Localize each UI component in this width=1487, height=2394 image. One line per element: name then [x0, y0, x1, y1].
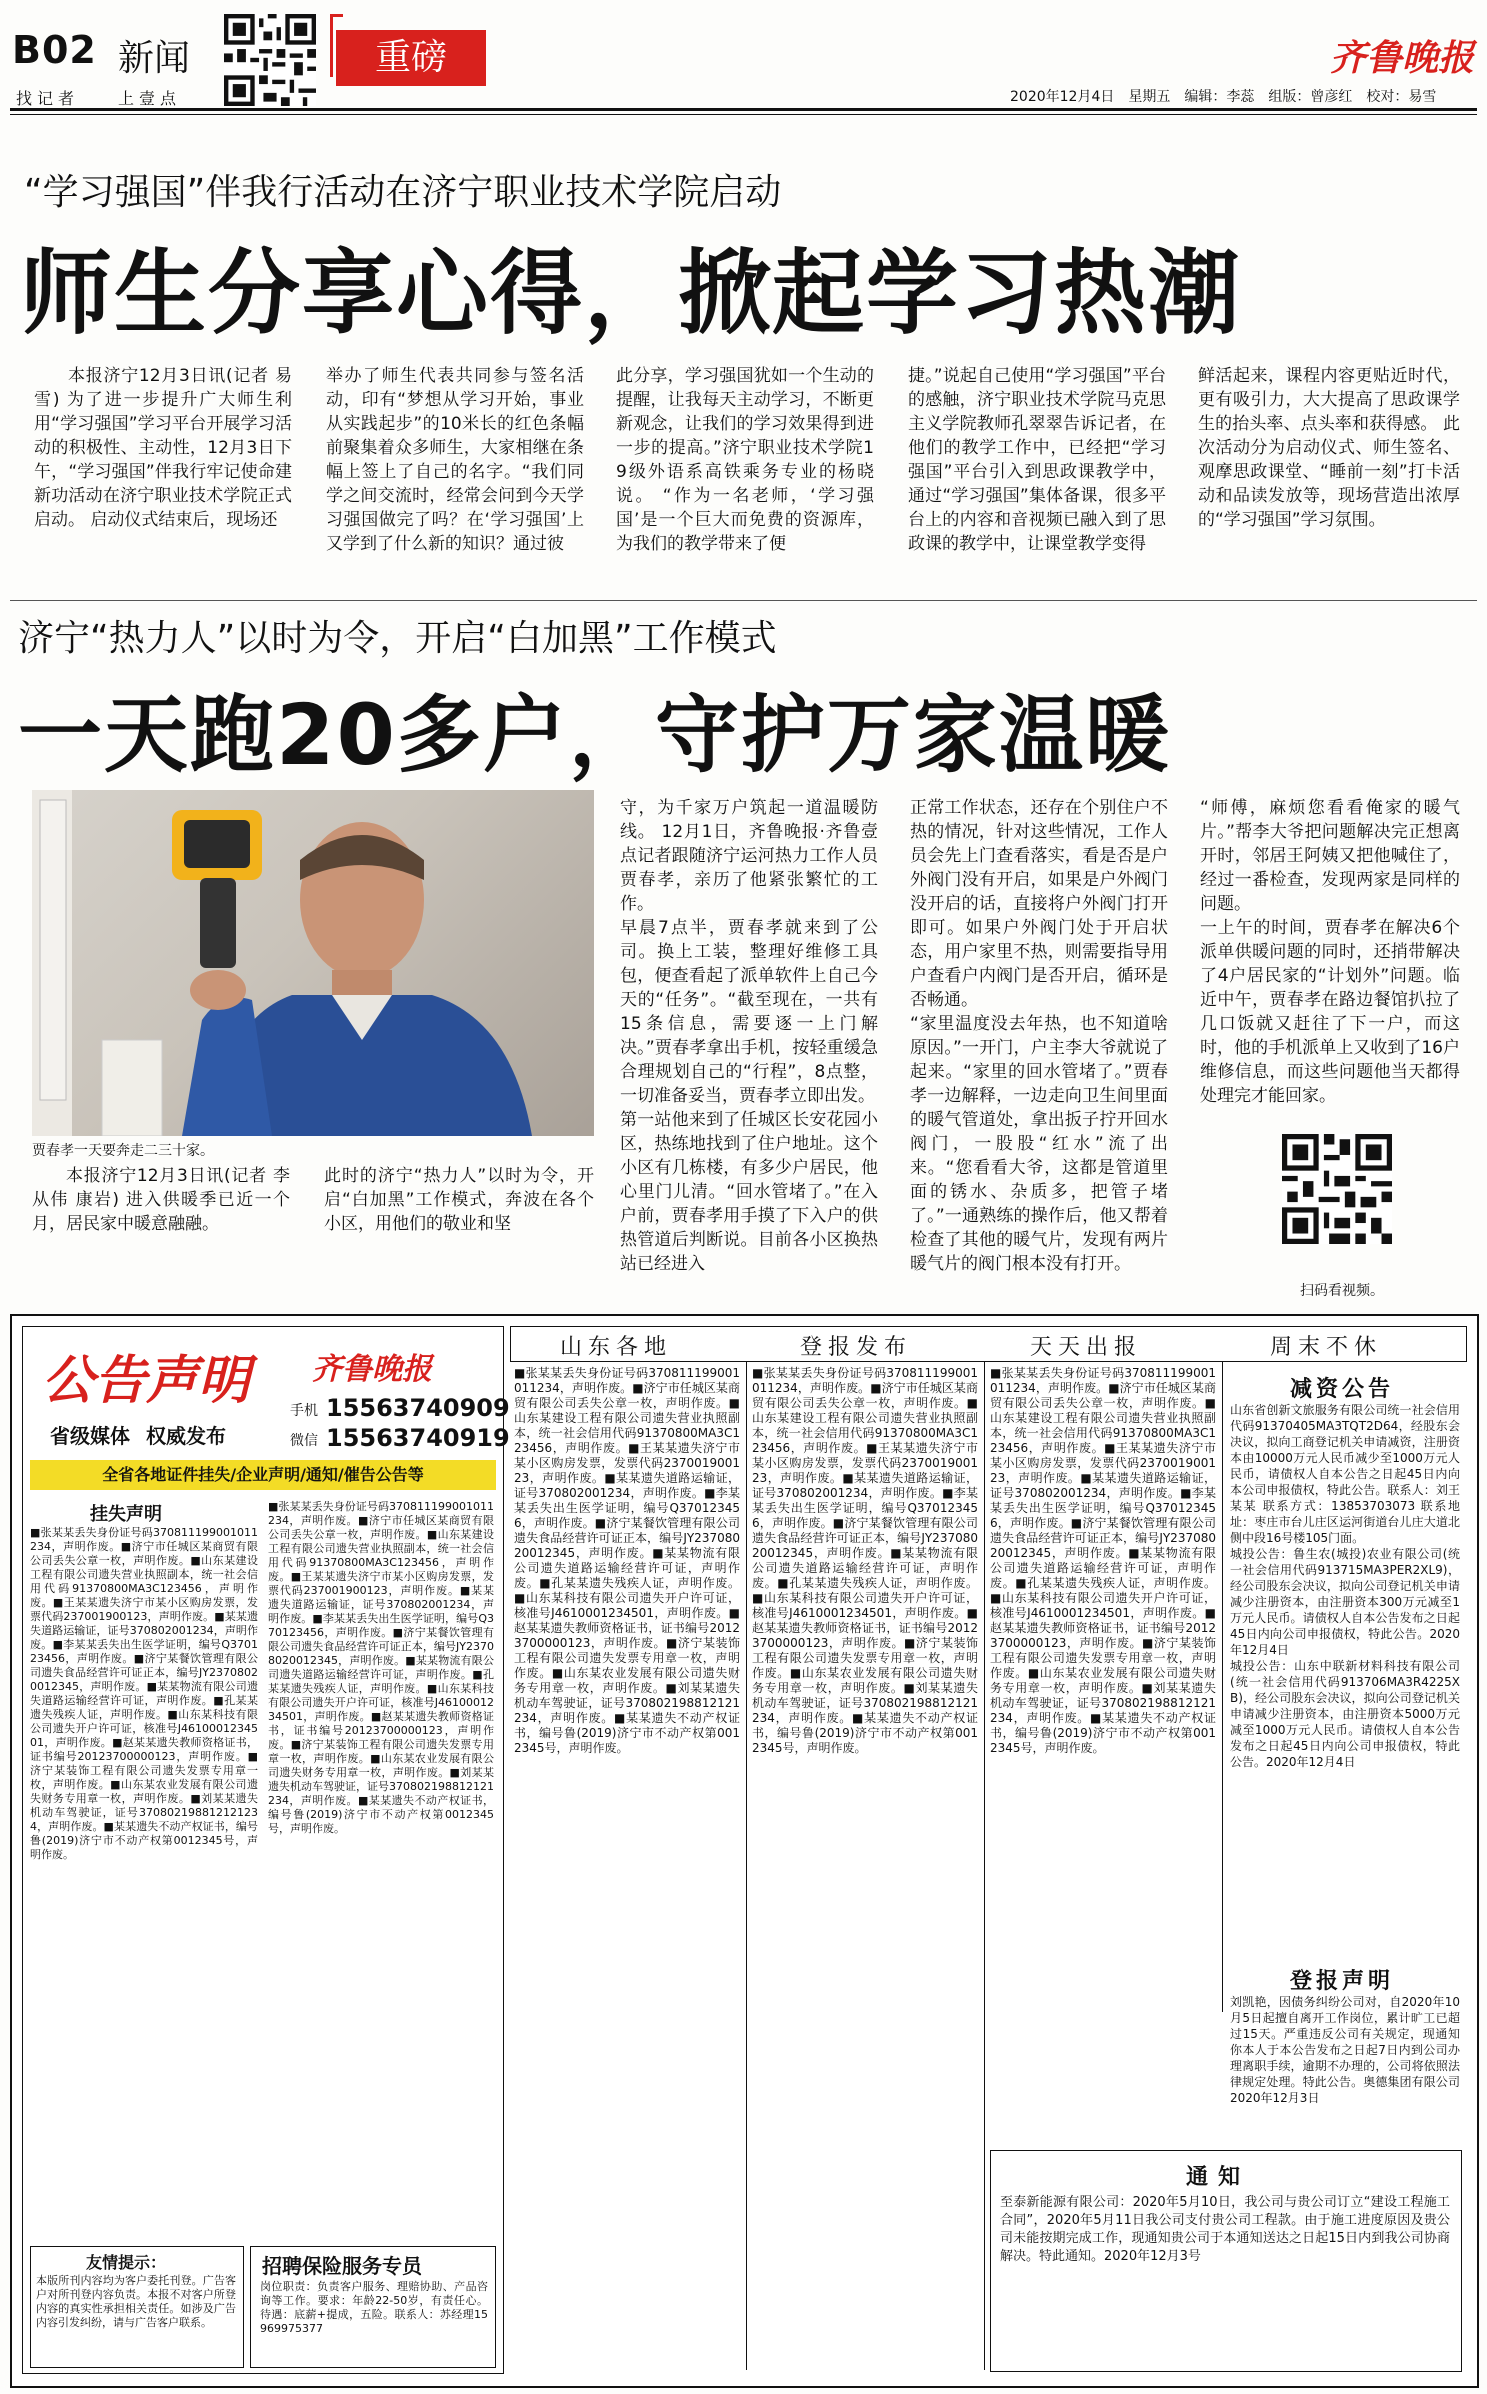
- lost-notice-heading: 挂失声明: [90, 1504, 162, 1525]
- phone-number[interactable]: 15563740909: [326, 1394, 510, 1422]
- ads-band-3: 天天出报: [1030, 1335, 1143, 1360]
- capital-reduction-text: 山东省创新文旅服务有限公司统一社会信用代码91370405MA3TQT2D64，经股东会决议，拟向工商登记机关申请减资，注册资本由10000万元人民币减少至1000万元人民币，请债权人自本公告之日起45日内向本公司申报债权，特此公告。联系人：刘王某某 联系方式：13853703073 联系地址：枣庄市台儿庄区运河街道台儿庄大道北侧中段16号楼105门面。 城投公告：鲁生农(城投)农业有限公司(统一社会信用代码913715MA3PER2XL9)，经公司股东会决议，拟向公司登记机关申请减少注册资本，由注册资本300万元减至1万元人民币。请债权人自本公告发布之日起45日内向公司申报债权，特此公告。2020年12月4日 城投公告：山东中联新材料科技有限公司(统一社会信用代码913706MA3R4225XB)，经公司股东会决议，拟向公司登记机关申请减少注册资本，由注册资本5000万元减至1000万元人民币。请债权人自本公告发布之日起45日内向公司申报债权，特此公告。2020年12月4日: [1230, 1403, 1460, 1769]
- article2-headline: 一天跑20多户，守护万家温暖: [18, 686, 1171, 784]
- video-qr-code-icon[interactable]: [1282, 1134, 1392, 1244]
- article1-headline: 师生分享心得，掀起学习热潮: [20, 240, 1243, 347]
- wechat-label: 微信: [290, 1433, 318, 1449]
- ads-logo: 齐鲁晚报: [312, 1352, 432, 1387]
- ads-band-4: 周末不休: [1270, 1335, 1383, 1360]
- article1-column-5: 鲜活起来，课程内容更贴近时代，更有吸引力，大大提高了思政课学生的抬头率、点头率和获得感。 此次活动分为启动仪式、师生签名、观摩思政课堂、“睡前一刻”打卡活动和品读发放等，现场营造出浓厚的“学习强国”学习氛围。: [1198, 366, 1460, 530]
- recruit-text: 岗位职责：负责客户服务、理赔协助、产品咨询等工作。要求：年龄22-50岁，有责任心。待遇：底薪+提成，五险。联系人：苏经理15969975377: [260, 2280, 488, 2335]
- recruit-title: 招聘保险服务专员: [262, 2254, 422, 2278]
- ads-title: 公告声明: [42, 1350, 251, 1411]
- ads-mid-col-2: ■张某某丢失身份证号码370811199001011234，声明作废。■济宁市任城区某商贸有限公司丢失公章一枚，声明作废。■山东某建设工程有限公司遗失营业执照副本，统一社会信用代码91370800MA3C123456，声明作废。■王某某遗失济宁市某小区购房发票，发票代码237001900123，声明作废。■某某遗失道路运输证，证号370802001234，声明作废。■李某某丢失出生医学证明，编号Q370123456，声明作废。■济宁某餐饮管理有限公司遗失食品经营许可证正本，编号JY23708020012345，声明作废。■某某物流有限公司遗失道路运输经营许可证，声明作废。■孔某某遗失残疾人证，声明作废。■山东某科技有限公司遗失开户许可证，核准号J4610001234501，声明作废。■赵某某遗失教师资格证书，证书编号20123700000123，声明作废。■济宁某装饰工程有限公司遗失发票专用章一枚，声明作废。■山东某农业发展有限公司遗失财务专用章一枚，声明作废。■刘某某遗失机动车驾驶证，证号370802198812121234，声明作废。■某某遗失不动产权证书，编号鲁(2019)济宁市不动产权第0012345号，声明作废。: [752, 1366, 978, 1755]
- qr-code-icon: [224, 14, 316, 106]
- tips-title: 友情提示：: [86, 2253, 167, 2272]
- header-rule-thin: [10, 114, 1477, 115]
- section-name: 新闻: [118, 38, 191, 79]
- slogan-right: 上壹点: [118, 89, 182, 108]
- article1-column-2: 举办了师生代表共同参与签名活动，印有“梦想从学习开始，事业从实践起步”的10米长的红色条幅前聚集着众多师生，大家相继在条幅上签上了自己的名字。“我们同学之间交流时，经常会问到今天学习强国做完了吗？在‘学习强国’上又学到了什么新的知识？通过彼: [326, 366, 584, 554]
- article1-column-3: 此分享，学习强国犹如一个生动的提醒，让我每天主动学习，不断更新观念，让我们的学习效果得到进一步的提高。”济宁职业技术学院19级外语系高铁乘务专业的杨晓说。 “作为一名老师，‘学习强国’是一个巨大而免费的资源库，为我们的教学带来了便: [616, 366, 874, 554]
- article2-column-2: 此时的济宁“热力人”以时为令，开启“白加黑”工作模式，奔波在各个小区，用他们的敬业和坚: [324, 1166, 594, 1234]
- capital-reduction-title: 减资公告: [1290, 1377, 1395, 1402]
- article1-column-1: 本报济宁12月3日讯(记者 易雪) 为了进一步提升广大师生利用“学习强国”学习平台开展学习活动的积极性、主动性，12月3日下午，“学习强国”伴我行牢记使命建新功活动在济宁职业技术学院正式启动。 启动仪式结束后，现场还: [34, 366, 292, 530]
- notice-title: 通知: [1186, 2165, 1251, 2190]
- photo-caption: 贾春孝一天要奔走二三十家。: [32, 1143, 214, 1159]
- ads-left-text-col-2: ■张某某丢失身份证号码370811199001011234，声明作废。■济宁市任城区某商贸有限公司丢失公章一枚，声明作废。■山东某建设工程有限公司遗失营业执照副本，统一社会信用代码91370800MA3C123456，声明作废。■王某某遗失济宁市某小区购房发票，发票代码237001900123，声明作废。■某某遗失道路运输证，证号370802001234，声明作废。■李某某丢失出生医学证明，编号Q370123456，声明作废。■济宁某餐饮管理有限公司遗失食品经营许可证正本，编号JY23708020012345，声明作废。■某某物流有限公司遗失道路运输经营许可证，声明作废。■孔某某遗失残疾人证，声明作废。■山东某科技有限公司遗失开户许可证，核准号J4610001234501，声明作废。■赵某某遗失教师资格证书，证书编号20123700000123，声明作废。■济宁某装饰工程有限公司遗失发票专用章一枚，声明作废。■山东某农业发展有限公司遗失财务专用章一枚，声明作废。■刘某某遗失机动车驾驶证，证号370802198812121234，声明作废。■某某遗失不动产权证书，编号鲁(2019)济宁市不动产权第0012345号，声明作废。: [268, 1500, 494, 1835]
- ads-slogan-1: 省级媒体: [50, 1424, 130, 1448]
- ads-col-divider-2: [984, 1362, 985, 2370]
- tips-text: 本版所刊内容均为客户委托刊登。广告客户对所刊登内容负责。本报不对客户所登内容的真实性承担相关责任。如涉及广告内容引发纠纷，请与广告客户联系。: [36, 2274, 236, 2329]
- ads-left-text-col-1: ■张某某丢失身份证号码370811199001011234，声明作废。■济宁市任城区某商贸有限公司丢失公章一枚，声明作废。■山东某建设工程有限公司遗失营业执照副本，统一社会信用代码91370800MA3C123456，声明作废。■王某某遗失济宁市某小区购房发票，发票代码237001900123，声明作废。■某某遗失道路运输证，证号370802001234，声明作废。■李某某丢失出生医学证明，编号Q370123456，声明作废。■济宁某餐饮管理有限公司遗失食品经营许可证正本，编号JY23708020012345，声明作废。■某某物流有限公司遗失道路运输经营许可证，声明作废。■孔某某遗失残疾人证，声明作废。■山东某科技有限公司遗失开户许可证，核准号J4610001234501，声明作废。■赵某某遗失教师资格证书，证书编号20123700000123，声明作废。■济宁某装饰工程有限公司遗失发票专用章一枚，声明作废。■山东某农业发展有限公司遗失财务专用章一枚，声明作废。■刘某某遗失机动车驾驶证，证号370802198812121234，声明作废。■某某遗失不动产权证书，编号鲁(2019)济宁市不动产权第0012345号，声明作废。: [30, 1526, 258, 1861]
- ads-band-1: 山东各地: [560, 1335, 673, 1360]
- article1-column-4: 捷。”说起自己使用“学习强国”平台的感触，济宁职业技术学院马克思主义学院教师孔翠翠告诉记者，在他们的教学工作中，已经把“学习强国”平台引入到思政课教学中，通过“学习强国”集体备课，很多平台上的内容和音视频已融入到了思政课的教学中，让课堂教学变得: [908, 366, 1166, 554]
- header-rule: [10, 108, 1477, 111]
- article2-column-3: 守，为千家万户筑起一道温暖防线。 12月1日，齐鲁晚报·齐鲁壹点记者跟随济宁运河热力工作人员贾春孝，亲历了他紧张繁忙的工作。 早晨7点半，贾春孝就来到了公司。换上工装，整理好维修工具包，便查看起了派单软件上自己今天的“任务”。“截至现在，一共有15条信息，需要逐一上门解决。”贾春孝拿出手机，按轻重缓急合理规划自己的“行程”，8点整，一切准备妥当，贾春孝立即出发。 第一站他来到了任城区长安花园小区，热练地找到了住户地址。这个小区有几栋楼，有多少户居民，他心里门儿清。“回水管堵了。”在入户前，贾春孝用手摸了下入户的供热管道后判断说。目前各小区换热站已经进入: [620, 798, 878, 1274]
- ads-slogan-2: 权威发布: [146, 1424, 226, 1448]
- article1-kicker: “学习强国”伴我行活动在济宁职业技术学院启动: [24, 172, 782, 213]
- declaration-text: 刘凯艳，因债务纠纷公司对，自2020年10月5日起擅自离开工作岗位，累计旷工已超过15天。严重违反公司有关规定，现通知你本人于本公告发布之日起7日内到公司办理离职手续，逾期不办理的，公司将依照法律规定处理。特此公告。奥德集团有限公司 2020年12月3日: [1230, 1995, 1460, 2105]
- phone-label: 手机: [290, 1403, 318, 1419]
- ads-mid-col-1: ■张某某丢失身份证号码370811199001011234，声明作废。■济宁市任城区某商贸有限公司丢失公章一枚，声明作废。■山东某建设工程有限公司遗失营业执照副本，统一社会信用代码91370800MA3C123456，声明作废。■王某某遗失济宁市某小区购房发票，发票代码237001900123，声明作废。■某某遗失道路运输证，证号370802001234，声明作废。■李某某丢失出生医学证明，编号Q370123456，声明作废。■济宁某餐饮管理有限公司遗失食品经营许可证正本，编号JY23708020012345，声明作废。■某某物流有限公司遗失道路运输经营许可证，声明作废。■孔某某遗失残疾人证，声明作废。■山东某科技有限公司遗失开户许可证，核准号J4610001234501，声明作废。■赵某某遗失教师资格证书，证书编号20123700000123，声明作废。■济宁某装饰工程有限公司遗失发票专用章一枚，声明作废。■山东某农业发展有限公司遗失财务专用章一枚，声明作废。■刘某某遗失机动车驾驶证，证号370802198812121234，声明作废。■某某遗失不动产权证书，编号鲁(2019)济宁市不动产权第0012345号，声明作废。: [514, 1366, 740, 1755]
- article2-column-1: 本报济宁12月3日讯(记者 李从伟 康岩) 进入供暖季已近一个月，居民家中暖意融融。: [32, 1166, 290, 1234]
- qr-caption: 扫码看视频。: [1300, 1283, 1384, 1299]
- declaration-title: 登报声明: [1290, 1969, 1395, 1994]
- ads-col-divider-3: [1222, 1362, 1223, 2012]
- ads-banner: 全省各地证件挂失/企业声明/通知/催告公告等: [30, 1460, 496, 1490]
- issue-meta: 2020年12月4日 星期五 编辑：李蕊 组版：曾彦红 校对：易雪: [1010, 89, 1437, 105]
- ads-col-divider-1: [746, 1362, 747, 2370]
- wechat-number[interactable]: 15563740919: [326, 1424, 510, 1452]
- ads-mid-col-3: ■张某某丢失身份证号码370811199001011234，声明作废。■济宁市任城区某商贸有限公司丢失公章一枚，声明作废。■山东某建设工程有限公司遗失营业执照副本，统一社会信用代码91370800MA3C123456，声明作废。■王某某遗失济宁市某小区购房发票，发票代码237001900123，声明作废。■某某遗失道路运输证，证号370802001234，声明作废。■李某某丢失出生医学证明，编号Q370123456，声明作废。■济宁某餐饮管理有限公司遗失食品经营许可证正本，编号JY23708020012345，声明作废。■某某物流有限公司遗失道路运输经营许可证，声明作废。■孔某某遗失残疾人证，声明作废。■山东某科技有限公司遗失开户许可证，核准号J4610001234501，声明作废。■赵某某遗失教师资格证书，证书编号20123700000123，声明作废。■济宁某装饰工程有限公司遗失发票专用章一枚，声明作废。■山东某农业发展有限公司遗失财务专用章一枚，声明作废。■刘某某遗失机动车驾驶证，证号370802198812121234，声明作废。■某某遗失不动产权证书，编号鲁(2019)济宁市不动产权第0012345号，声明作废。: [990, 1366, 1216, 1755]
- newspaper-logo: 齐鲁晚报: [1330, 37, 1475, 79]
- article2-column-4: 正常工作状态，还存在个别住户不热的情况，针对这些情况，工作人员会先上门查看落实，看是否是户外阀门没有开启，如果是户外阀门没开启的话，直接将户外阀门打开即可。如果户外阀门处于开启状态，用户家里不热，则需要指导用户查看户内阀门是否开启，循环是否畅通。 “家里温度没去年热，也不知道啥原因。”一开门，户主李大爷就说了起来。“家里的回水管堵了。”贾春孝一边解释，一边走向卫生间里面的暖气管道处，拿出扳子拧开回水阀门，一股股“红水”流了出来。“您看看大爷，这都是管道里面的锈水、杂质多，把管子堵了。”一通熟练的操作后，他又帮着检查了其他的暖气片，发现有两片暖气片的阀门根本没有打开。: [910, 798, 1168, 1274]
- section-tag: 重磅: [336, 30, 486, 86]
- ads-band-2: 登报发布: [800, 1335, 913, 1360]
- article-divider: [10, 600, 1477, 601]
- worker-photo: [32, 790, 594, 1136]
- page-number: B02: [12, 28, 97, 72]
- slogan-left: 找记者: [16, 89, 80, 108]
- notice-text: 至泰新能源有限公司：2020年5月10日，我公司与贵公司订立“建设工程施工合同”，2020年5月11日我公司支付贵公司工程款。由于施工进度原因及贵公司未能按期完成工作，现通知贵公司于本通知送达之日起15日内到我公司协商解决。特此通知。2020年12月3号: [1000, 2195, 1450, 2264]
- article2-kicker: 济宁“热力人”以时为令，开启“白加黑”工作模式: [18, 618, 777, 659]
- article2-column-5: “师傅，麻烦您看看俺家的暖气片。”帮李大爷把问题解决完正想离开时，邻居王阿姨又把他喊住了，经过一番检查，发现两家是同样的问题。 一上午的时间，贾春孝在解决6个派单供暖问题的同时，还捎带解决了4户居民家的“计划外”问题。临近中午，贾春孝在路边餐馆扒拉了几口饭就又赶往了下一户，而这时，他的手机派单上又收到了16户维修信息，而这些问题他当天都得处理完才能回家。: [1200, 798, 1460, 1106]
